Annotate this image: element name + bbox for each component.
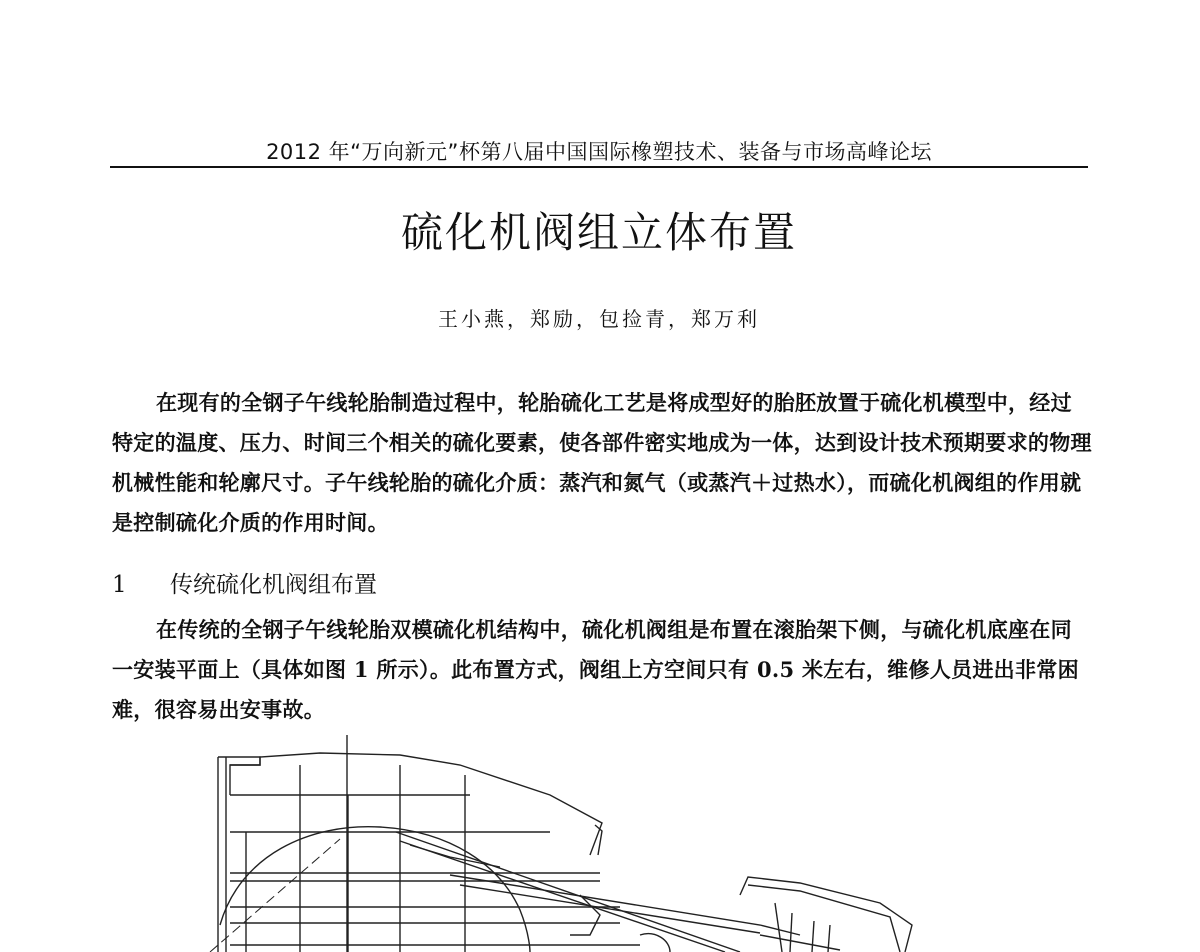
section-number: 1	[112, 572, 127, 598]
section-1-heading	[112, 566, 377, 599]
article-authors: 王小燕，郑励，包捡青，郑万利	[438, 307, 760, 331]
figure-1-drawing	[200, 735, 920, 952]
header-rule	[110, 166, 1088, 168]
section-title: 传统硫化机阀组布置	[170, 572, 377, 598]
section-1-paragraph	[112, 610, 1092, 730]
intro-paragraph-text: 在现有的全钢子午线轮胎制造过程中，轮胎硫化工艺是将成型好的胎胚放置于硫化机模型中，经过特定的温度、压力、时间三个相关的硫化要素，使各部件密实地成为一体，达到设计技术预期要求的物理机械性能和轮廓尺寸。子午线轮胎的硫化介质：蒸汽和氮气（或蒸汽＋过热水），而硫化机阀组的作用就是控制硫化介质的作用时间。	[112, 390, 1092, 535]
section-1-paragraph-text: 在传统的全钢子午线轮胎双模硫化机结构中，硫化机阀组是布置在滚胎架下侧，与硫化机底座在同一安装平面上（具体如图 1 所示）。此布置方式，阀组上方空间只有 0.5 米左右，维修人员进出非常困难，很容易出安事故。	[112, 617, 1079, 722]
machine-line-drawing	[200, 735, 920, 952]
intro-paragraph	[112, 383, 1092, 543]
article-title: 硫化机阀组立体布置	[400, 208, 797, 257]
conference-header: 2012 年“万向新元”杯第八届中国国际橡塑技术、装备与市场高峰论坛	[266, 140, 932, 164]
